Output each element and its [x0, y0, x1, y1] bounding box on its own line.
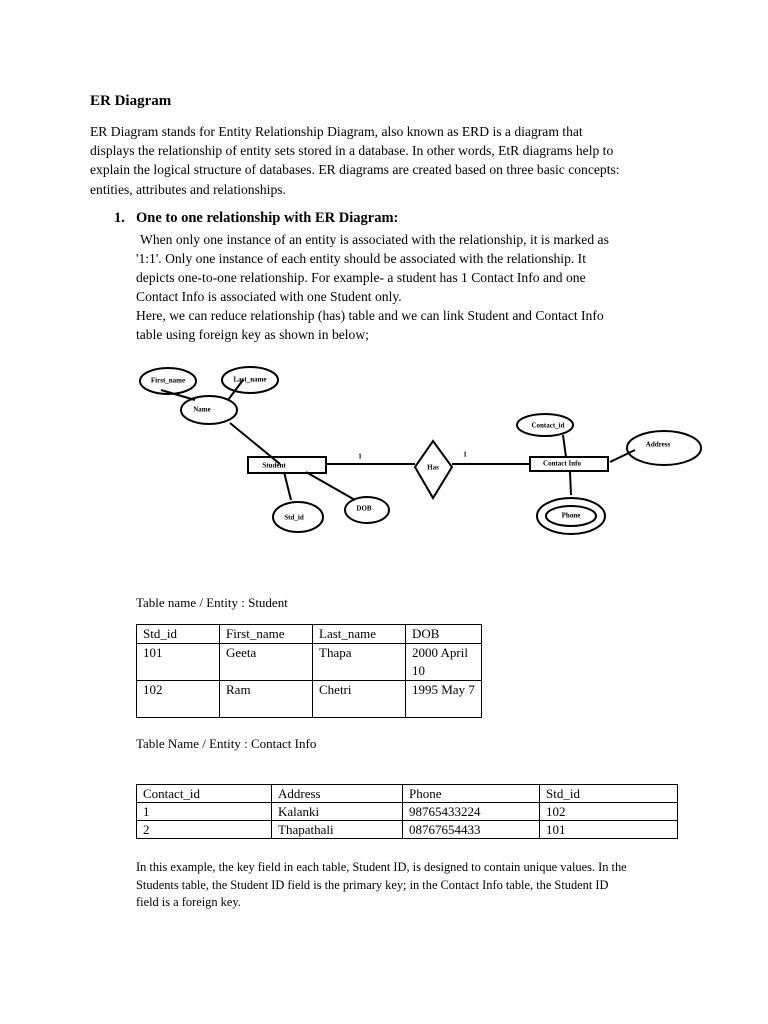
address-label: Address	[645, 440, 671, 449]
cardinality-left-label: 1	[358, 452, 362, 461]
name-label: Name	[193, 405, 211, 414]
body-line: Here, we can reduce relationship (has) table and we can link Student and Contact Info	[136, 308, 604, 324]
connector-line	[284, 472, 291, 500]
last-name-label: Last_name	[233, 375, 267, 384]
footer-line: field is a foreign key.	[136, 895, 241, 909]
phone-label: Phone	[561, 511, 581, 520]
intro-paragraph	[90, 122, 690, 199]
header-cell: Address	[272, 785, 403, 803]
contact-info-table	[136, 784, 678, 839]
header-cell: Last_name	[313, 625, 406, 644]
student-label: Student	[262, 461, 286, 470]
table-cell: 102	[137, 681, 220, 718]
connector-line	[306, 472, 355, 500]
er-diagram	[130, 360, 710, 540]
table-cell: Geeta	[220, 644, 313, 681]
table-header-row	[137, 785, 678, 803]
student-table-caption: Table name / Entity : Student	[136, 595, 288, 610]
body-line: When only one instance of an entity is associated with the relationship, it is marked as	[140, 232, 609, 247]
contact-id-label: Contact_id	[531, 421, 565, 430]
std-id-label: Std_id	[284, 513, 304, 522]
table-cell: 102	[540, 803, 678, 821]
connector-line	[570, 472, 571, 495]
list-item-body	[136, 230, 676, 345]
table-row	[137, 644, 482, 681]
table-cell: 2000 April 10	[406, 644, 482, 681]
body-line: depicts one-to-one relationship. For example- a student has 1 Contact Info and one	[136, 270, 586, 286]
body-line: table using foreign key as shown in below;	[136, 327, 369, 343]
table-cell: 1	[137, 803, 272, 821]
table-cell: 101	[137, 644, 220, 681]
has-label: Has	[427, 463, 439, 472]
dob-label: DOB	[356, 504, 372, 513]
first-name-label: First_name	[150, 376, 186, 385]
table-header-row	[137, 625, 482, 644]
contact-info-label: Contact Info	[543, 459, 581, 468]
student-table	[136, 624, 482, 718]
entity-student-box	[248, 457, 326, 473]
table-row	[137, 681, 482, 718]
body-line: '1:1'. Only one instance of each entity should be associated with the relationship. It	[136, 251, 586, 267]
table-cell: Thapa	[313, 644, 406, 681]
page-heading: ER Diagram	[90, 93, 172, 109]
intro-line: ER Diagram stands for Entity Relationship Diagram, also known as ERD is a diagram that	[90, 124, 583, 139]
table-cell: 98765433224	[403, 803, 540, 821]
header-cell: DOB	[406, 625, 482, 644]
table-cell: 08767654433	[403, 821, 540, 839]
table-row	[137, 803, 678, 821]
table-row	[137, 821, 678, 839]
table-cell: Kalanki	[272, 803, 403, 821]
footer-line: Students table, the Student ID field is the primary key; in the Contact Info table, the Student ID	[136, 877, 609, 892]
header-cell: First_name	[220, 625, 313, 644]
header-cell: Contact_id	[137, 785, 272, 803]
table-cell: Thapathali	[272, 821, 403, 839]
table-cell: Ram	[220, 681, 313, 718]
contact-info-table-caption: Table Name / Entity : Contact Info	[136, 736, 317, 751]
header-cell: Std_id	[137, 625, 220, 644]
footer-line: In this example, the key field in each table, Student ID, is designed to contain unique values. In the	[136, 860, 627, 874]
list-item-number: 1.	[114, 210, 125, 226]
connector-line	[563, 435, 566, 457]
intro-line: explain the logical structure of databases. ER diagrams are created based on three basic concepts:	[90, 162, 620, 178]
body-line: Contact Info is associated with one Student only.	[136, 289, 402, 305]
table-cell: 101	[540, 821, 678, 839]
table-cell: 1995 May 7	[406, 681, 482, 718]
list-item-title: One to one relationship with ER Diagram:	[136, 210, 399, 226]
header-cell: Std_id	[540, 785, 678, 803]
connector-line	[161, 390, 195, 400]
intro-line: displays the relationship of entity sets stored in a database. In other words, EtR diagrams help to	[90, 143, 614, 159]
intro-line: entities, attributes and relationships.	[90, 181, 286, 197]
header-cell: Phone	[403, 785, 540, 803]
table-cell: 2	[137, 821, 272, 839]
table-cell: Chetri	[313, 681, 406, 718]
cardinality-right-label: 1	[463, 450, 467, 459]
footer-paragraph	[136, 859, 696, 912]
